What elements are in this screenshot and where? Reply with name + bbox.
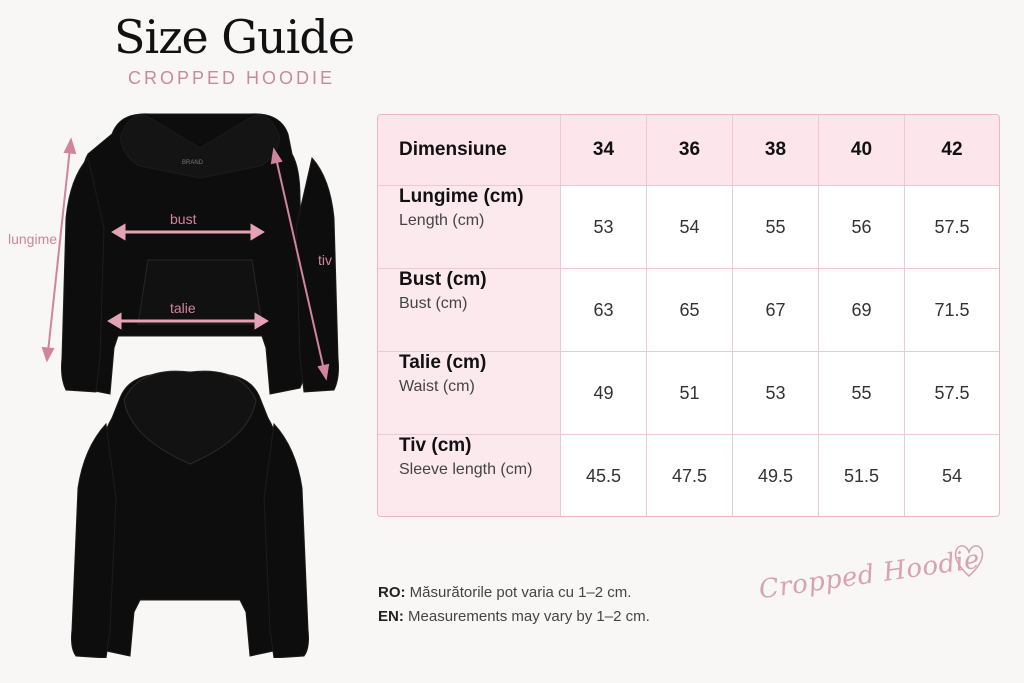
table-cell: 55 <box>732 186 818 268</box>
table-cell: 45.5 <box>560 435 646 517</box>
table-cell: 53 <box>560 186 646 268</box>
header-size-38: 38 <box>732 115 818 185</box>
header-size-40: 40 <box>818 115 904 185</box>
header-size-42: 42 <box>904 115 999 185</box>
table-cell: 49 <box>560 352 646 434</box>
table-cell: 69 <box>818 269 904 351</box>
bust-label: bust <box>170 211 197 227</box>
waist-label: talie <box>170 300 196 316</box>
hoodie-front-illustration <box>0 108 360 398</box>
header-size-34: 34 <box>560 115 646 185</box>
row-label-en: Sleeve length (cm) <box>399 461 533 478</box>
row-label <box>378 186 560 268</box>
table-cell: 54 <box>646 186 732 268</box>
note-ro-tag: RO: <box>378 584 406 601</box>
table-row <box>378 268 999 351</box>
row-label-en: Bust (cm) <box>399 295 468 312</box>
heart-icon <box>952 540 986 580</box>
row-label <box>378 435 560 517</box>
table-cell: 51 <box>646 352 732 434</box>
size-table <box>377 114 1000 517</box>
note-en-tag: EN: <box>378 608 404 625</box>
note-ro-text: Măsurătorile pot varia cu 1–2 cm. <box>409 584 632 601</box>
table-cell: 57.5 <box>904 186 999 268</box>
row-label-ro: Bust (cm) <box>399 269 487 290</box>
table-header-row <box>378 115 999 185</box>
table-cell: 67 <box>732 269 818 351</box>
signature-text: Cropped Hoodie <box>756 544 982 606</box>
table-row <box>378 434 999 517</box>
svg-text:BRAND: BRAND <box>182 160 204 166</box>
table-cell: 49.5 <box>732 435 818 517</box>
table-cell: 56 <box>818 186 904 268</box>
length-label: lungime <box>8 231 58 247</box>
row-label-ro: Talie (cm) <box>399 352 487 373</box>
header-dimension: Dimensiune <box>378 115 560 185</box>
note-en <box>378 608 650 625</box>
row-label <box>378 352 560 434</box>
table-cell: 65 <box>646 269 732 351</box>
table-row <box>378 185 999 268</box>
hoodie-back-illustration <box>40 368 340 658</box>
table-cell: 63 <box>560 269 646 351</box>
note-en-text: Measurements may vary by 1–2 cm. <box>408 608 650 625</box>
row-label-ro: Lungime (cm) <box>399 186 524 207</box>
row-label-en: Length (cm) <box>399 212 485 229</box>
table-cell: 53 <box>732 352 818 434</box>
note-ro <box>378 584 631 601</box>
page-subtitle: CROPPED HOODIE <box>128 68 336 88</box>
table-cell: 71.5 <box>904 269 999 351</box>
header-size-36: 36 <box>646 115 732 185</box>
row-label-en: Waist (cm) <box>399 378 475 395</box>
table-cell: 47.5 <box>646 435 732 517</box>
page-title: Size Guide <box>114 10 355 64</box>
table-cell: 55 <box>818 352 904 434</box>
row-label-ro: Tiv (cm) <box>399 435 472 456</box>
table-row <box>378 351 999 434</box>
sleeve-label: tiv <box>318 252 332 268</box>
table-cell: 57.5 <box>904 352 999 434</box>
table-cell: 51.5 <box>818 435 904 517</box>
row-label <box>378 269 560 351</box>
table-cell: 54 <box>904 435 999 517</box>
